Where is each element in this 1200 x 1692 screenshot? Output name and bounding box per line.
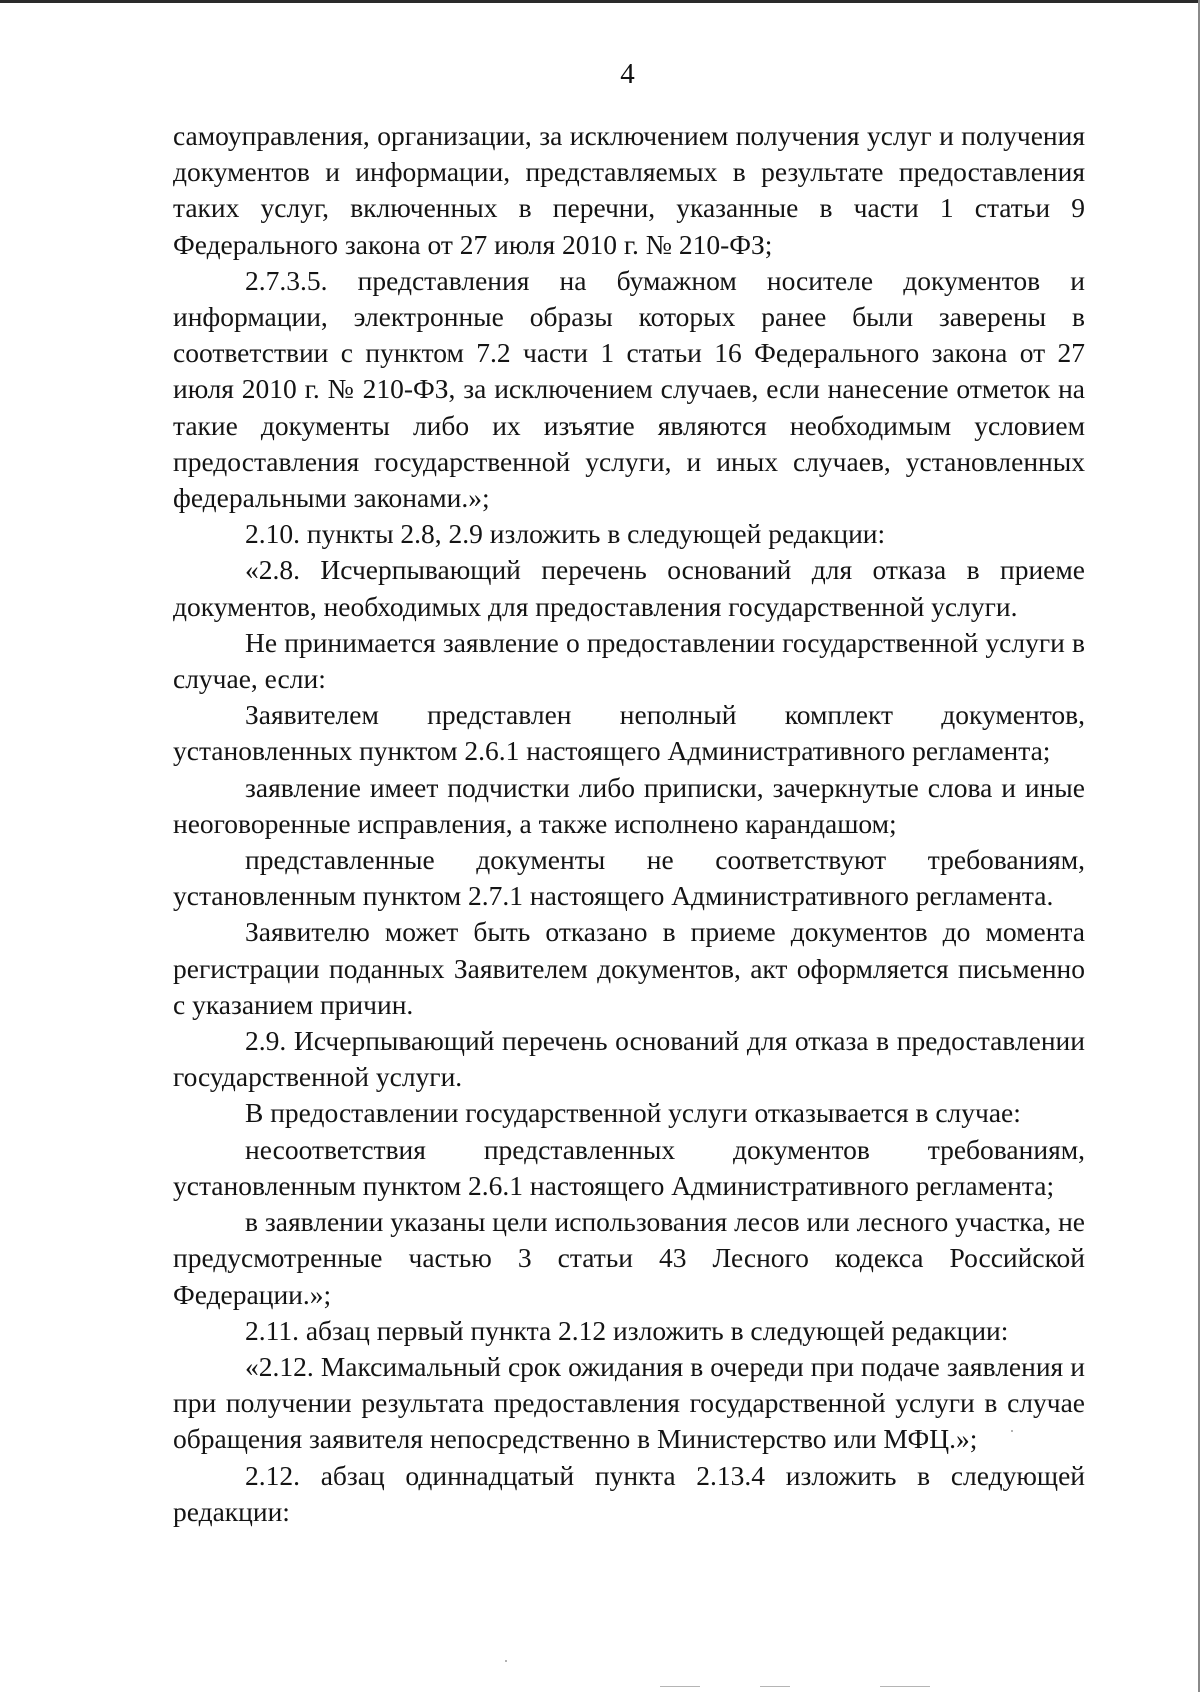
paragraph: несоответствия представленных документов требованиям, установленным пунктом 2.6.1 настоящего Административного регламента;: [173, 1133, 1085, 1201]
paragraph: «2.8. Исчерпывающий перечень оснований для отказа в приеме документов, необходимых для предоставления государственной услуги.: [173, 554, 1085, 622]
scan-speck: [505, 1660, 507, 1662]
paragraph: 2.10. пункты 2.8, 2.9 изложить в следующей редакции:: [245, 518, 886, 550]
scan-artifact: [660, 1686, 700, 1687]
paragraph: Не принимается заявление о предоставлении государственной услуги в случае, если:: [173, 626, 1085, 695]
paragraph: заявление имеет подчистки либо приписки, зачеркнутые слова и иные неоговоренные исправления, а также исполнено карандашом;: [173, 771, 1085, 839]
paragraph: 2.12. абзац одиннадцатый пункта 2.13.4 изложить в следующей редакции:: [173, 1459, 1085, 1527]
paragraph: В предоставлении государственной услуги отказывается в случае:: [245, 1097, 1021, 1129]
scan-artifact: [880, 1686, 930, 1687]
paragraph: 2.9. Исчерпывающий перечень оснований для отказа в предоставлении государственной услуги.: [173, 1025, 1085, 1093]
page-number: 4: [620, 58, 635, 90]
paragraph: самоуправления, организации, за исключением получения услуг и получения документов и информации, представляемых в результате предоставления таких услуг, включенных в перечни, указанные в части 1 статьи 9 Федерального закона от 27 июля 2010 г. № 210-ФЗ;: [173, 120, 1085, 260]
scan-top-edge: [0, 0, 1200, 3]
scan-speck: [1011, 1430, 1013, 1432]
document-body: [173, 118, 1085, 1530]
paragraph: 2.7.3.5. представления на бумажном носителе документов и информации, электронные образы которых ранее были заверены в соответствии с пунктом 7.2 части 1 статьи 16 Федерального закона от 27 июля 2010 г. № 210-ФЗ, за исключением случаев, если нанесение отметок на такие документы либо их изъятие являются необходимым условием предоставления государственной услуги, и иных случаев, установленных федеральными законами.»;: [173, 264, 1085, 514]
scan-artifact: [760, 1686, 790, 1687]
paragraph: 2.11. абзац первый пункта 2.12 изложить в следующей редакции:: [245, 1314, 1009, 1346]
paragraph: представленные документы не соответствуют требованиям, установленным пунктом 2.7.1 настоящего Административного регламента.: [173, 844, 1085, 912]
paragraph: в заявлении указаны цели использования лесов или лесного участка, не предусмотренные частью 3 статьи 43 Лесного кодекса Российской Федерации.»;: [173, 1206, 1085, 1310]
paragraph: «2.12. Максимальный срок ожидания в очереди при подаче заявления и при получении результата предоставления государственной услуги в случае обращения заявителя непосредственно в Министерство или МФЦ.»;: [173, 1350, 1085, 1455]
paragraph: Заявителю может быть отказано в приеме документов до момента регистрации поданных Заявителем документов, акт оформляется письменно с указанием причин.: [173, 916, 1085, 1020]
paragraph: Заявителем представлен неполный комплект документов, установленных пунктом 2.6.1 настоящего Административного регламента;: [173, 699, 1085, 767]
